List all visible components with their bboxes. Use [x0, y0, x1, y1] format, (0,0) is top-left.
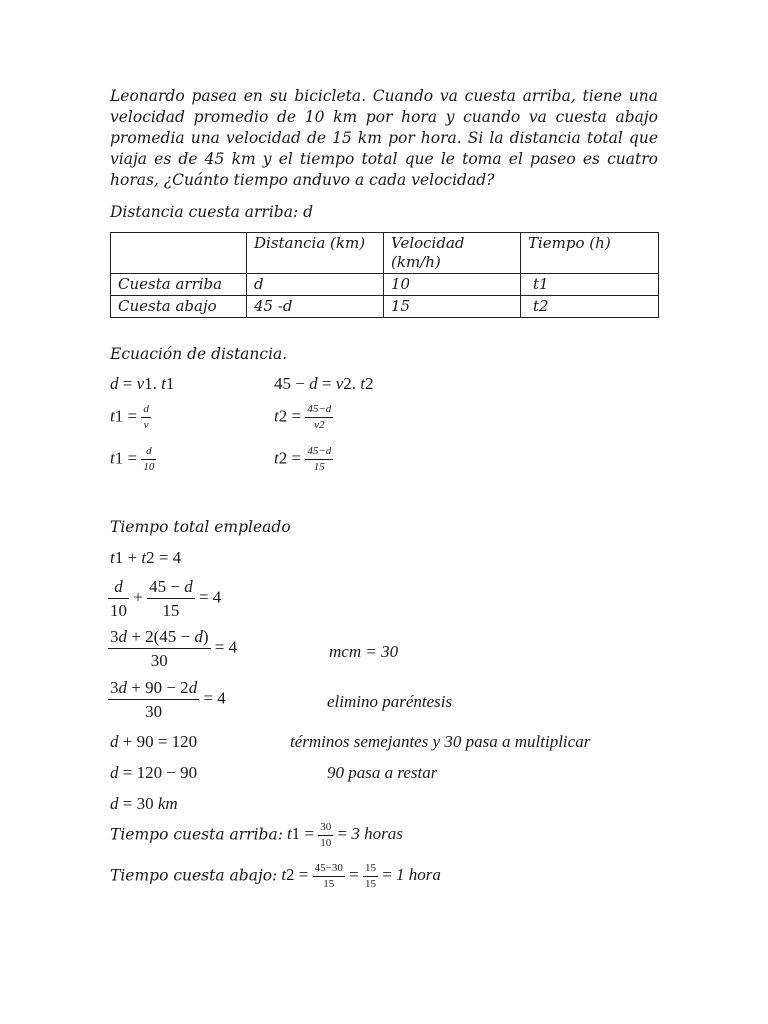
equation-t1-value: t1 = $\frac{d}{10}$ — [110, 445, 155, 473]
equation-result-d: d = 30 km — [110, 794, 178, 813]
result-uphill-value: 3 horas — [351, 824, 403, 844]
equation-t2-general: t2 = $\frac{45-d}{v2}$ — [274, 403, 332, 431]
table-header-cell: Velocidad (km/h) — [384, 233, 521, 274]
table-header-cell: Tiempo (h) — [521, 233, 659, 274]
equation-sum-times: t1 + t2 = 4 — [110, 548, 182, 567]
data-table — [110, 232, 659, 318]
table-cell: 45 -d — [247, 296, 384, 318]
table-cell: t2 — [521, 296, 659, 318]
equation-t1-general: t1 = $\frac{d}{v}$ — [110, 403, 149, 431]
table-cell: d — [247, 274, 384, 296]
equation-expanded: $\frac{3d + 90 - 2d}{30}$ = 4 — [110, 678, 226, 721]
equation-isolate: d = 120 − 90 — [110, 763, 198, 782]
note-mcm: mcm = 30 — [329, 642, 399, 661]
equation-t2-value: t2 = $\frac{45-d}{15}$ — [274, 445, 332, 473]
equation-distance-down: 45 − d = v2. t2 — [274, 374, 374, 393]
result-uphill: Tiempo cuesta arriba: t1 = $\frac{30}{10}$ = 3 horas — [110, 821, 403, 849]
table-cell: Cuesta arriba — [111, 274, 247, 296]
result-downhill: Tiempo cuesta abajo: t2 = $\frac{45-30}{15}$ = $\frac{15}{15}$ = 1 hora — [110, 862, 441, 890]
note-parentheses: elimino paréntesis — [327, 692, 453, 711]
note-subtract: 90 pasa a restar — [327, 763, 438, 782]
table-header-row — [111, 233, 659, 274]
table-cell: 10 — [384, 274, 521, 296]
table-row — [111, 274, 659, 296]
note-similar-terms: términos semejantes y 30 pasa a multiplicar — [290, 732, 591, 751]
table-cell: t1 — [521, 274, 659, 296]
table-cell: Cuesta abajo — [111, 296, 247, 318]
table-header-cell — [111, 233, 247, 274]
result-downhill-label: Tiempo cuesta abajo: — [110, 866, 278, 885]
result-downhill-value: 1 hora — [396, 865, 441, 885]
table-row — [111, 296, 659, 318]
distance-heading: Ecuación de distancia. — [110, 345, 288, 363]
table-cell: 15 — [384, 296, 521, 318]
equation-substitution: $\frac{d}{10}$ + $\frac{45 - d}{15}$ = 4 — [110, 577, 222, 620]
result-uphill-label: Tiempo cuesta arriba: — [110, 825, 283, 844]
variable-definition: Distancia cuesta arriba: d — [110, 203, 314, 221]
problem-statement: Leonardo pasea en su bicicleta. Cuando va cuesta arriba, tiene una velocidad promedio de 10 km por hora y cuando va cuesta abajo promedia una velocidad de 15 km por hora. Si la distancia total que viaja es de 45 km y el tiempo total que le toma el paseo es cuatro horas, ¿Cuánto tiempo anduvo a cada velocidad? — [110, 87, 658, 189]
total-time-heading: Tiempo total empleado — [110, 518, 291, 536]
table-header-cell: Distancia (km) — [247, 233, 384, 274]
equation-common-denominator: $\frac{3d + 2(45 - d)}{30}$ = 4 — [110, 627, 238, 670]
equation-distance-up: d = v1. t1 — [110, 374, 175, 393]
equation-simplified: d + 90 = 120 — [110, 732, 198, 751]
